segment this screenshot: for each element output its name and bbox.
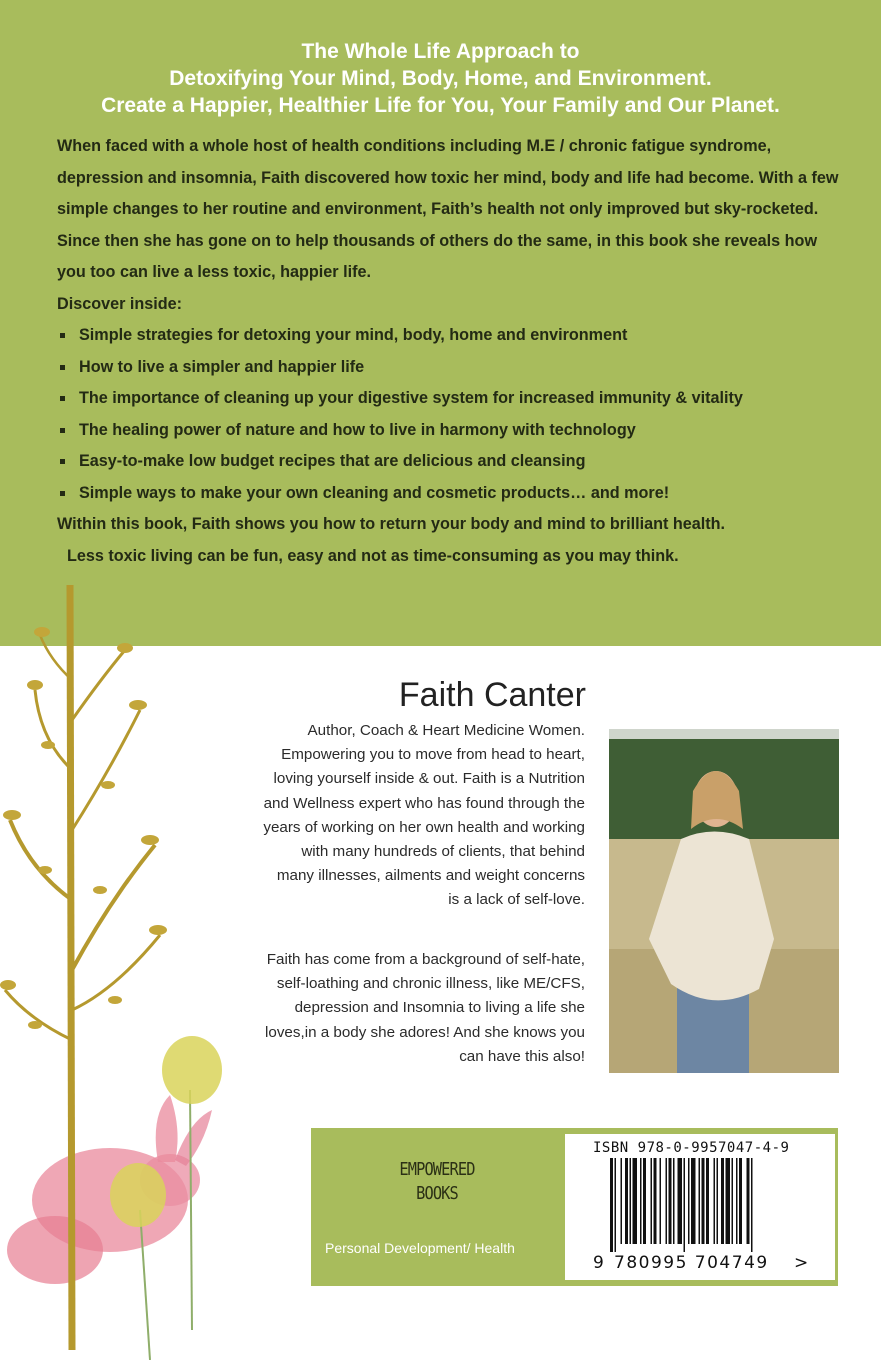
tree-branch — [72, 650, 125, 720]
barcode-bar — [678, 1158, 683, 1244]
barcode-arrow: > — [794, 1253, 809, 1273]
barcode-bar — [739, 1158, 742, 1244]
closing-line-2: Less toxic living can be fun, easy and not as time-consuming as you may think. — [67, 546, 679, 565]
barcode-bar — [654, 1158, 657, 1244]
bullet-item: How to live a simpler and happier life — [57, 352, 847, 384]
tree-branch — [35, 690, 72, 770]
barcode-bar — [688, 1158, 690, 1244]
barcode-bar — [640, 1158, 642, 1244]
barcode-bar — [699, 1158, 701, 1244]
author-bio-paragraph-2: Faith has come from a background of self-hate, self-loathing and chronic illness, like ME/CFS, depression and Insomnia to living a life she loves,in a body she adores! And she knows you can have this also! — [265, 951, 585, 1065]
flower-bud — [110, 1163, 166, 1227]
barcode-bar — [643, 1158, 646, 1244]
barcode-bar — [651, 1158, 653, 1244]
blurb — [57, 131, 847, 572]
barcode-bar — [673, 1158, 675, 1244]
author-photo — [609, 729, 839, 1073]
closing-line-1: Within this book, Faith shows you how to return your body and mind to brilliant health. — [57, 515, 726, 533]
barcode-bar — [633, 1158, 638, 1244]
barcode-bar — [736, 1158, 738, 1244]
headline-line-2: Detoxifying Your Mind, Body, Home, and Environment. — [169, 67, 712, 90]
bullet-item: Easy-to-make low budget recipes that are delicious and cleansing — [57, 446, 847, 478]
tree-branch — [72, 845, 155, 970]
barcode-bar — [610, 1158, 613, 1252]
barcode-bar — [751, 1158, 753, 1252]
rabbit-haunch — [7, 1216, 103, 1284]
barcode-bar — [732, 1158, 734, 1244]
bullet-item: Simple ways to make your own cleaning and cosmetic products… and more! — [57, 478, 847, 510]
barcode-bar — [625, 1158, 628, 1244]
barcode-bar — [702, 1158, 705, 1244]
barcode-bar — [615, 1158, 617, 1252]
intro-paragraph-1: When faced with a whole host of health conditions including M.E / chronic fatigue syndrome, depression and insomnia, Faith discovered how toxic her mind, body and life had become. With a few simple changes to her routine and environment, Faith’s health not only improved but sky-rocketed. — [57, 137, 839, 218]
barcode-bar — [721, 1158, 724, 1244]
tree-branch — [72, 710, 140, 830]
barcode-bar — [706, 1158, 709, 1244]
publisher-line-1: EMPOWERED — [399, 1159, 475, 1180]
publisher-logo — [378, 1158, 497, 1206]
barcode-bar — [717, 1158, 719, 1244]
barcode-bar — [666, 1158, 668, 1244]
headline-line-1: The Whole Life Approach to — [301, 40, 580, 63]
barcode-bar — [726, 1158, 731, 1244]
flower-bud — [162, 1036, 222, 1104]
tree-branch — [10, 820, 72, 900]
flower-stem — [190, 1090, 192, 1330]
intro-paragraph-2: Since then she has gone on to help thousands of others do the same, in this book she reveals how you too can live a less toxic, happier life. — [57, 231, 818, 281]
bullet-item: The healing power of nature and how to live in harmony with technology — [57, 415, 847, 447]
barcode-bar — [684, 1158, 686, 1252]
barcode-bar — [714, 1158, 716, 1244]
barcode-bar — [630, 1158, 632, 1244]
barcode — [610, 1158, 790, 1252]
tree-branch — [5, 990, 72, 1040]
publisher-line-2: BOOKS — [416, 1183, 458, 1204]
category-label: Personal Development/ Health — [325, 1240, 515, 1256]
barcode-bar — [747, 1158, 750, 1244]
barcode-digits: 780995 704749 — [614, 1253, 769, 1273]
author-bio-paragraph-1: Author, Coach & Heart Medicine Women. Empowering you to move from head to heart, loving yourself inside & out. Faith is a Nutrition and Wellness expert who has found through the years of working on her own health and working with many hundreds of clients, that behind many illnesses, ailments and weight concerns is a lack of self-love. — [263, 722, 585, 909]
rabbit-ear — [156, 1095, 178, 1162]
barcode-bar — [621, 1158, 623, 1244]
headline — [0, 38, 881, 119]
watercolor-illustration — [0, 570, 240, 1360]
barcode-bar — [660, 1158, 662, 1244]
headline-line-3: Create a Happier, Healthier Life for You, Your Family and Our Planet. — [101, 94, 780, 117]
author-name: Faith Canter — [398, 676, 586, 714]
barcode-first-digit: 9 — [593, 1253, 604, 1273]
bullet-list — [57, 320, 847, 509]
barcode-bar — [669, 1158, 672, 1244]
discover-label: Discover inside: — [57, 294, 183, 313]
bullet-item: The importance of cleaning up your digestive system for increased immunity & vitality — [57, 383, 847, 415]
bullet-item: Simple strategies for detoxing your mind, body, home and environment — [57, 320, 847, 352]
barcode-bar — [691, 1158, 696, 1244]
rabbit-ear — [175, 1110, 212, 1166]
isbn-label: ISBN 978-0-9957047-4-9 — [593, 1140, 790, 1156]
tree-leaves — [0, 627, 167, 1029]
